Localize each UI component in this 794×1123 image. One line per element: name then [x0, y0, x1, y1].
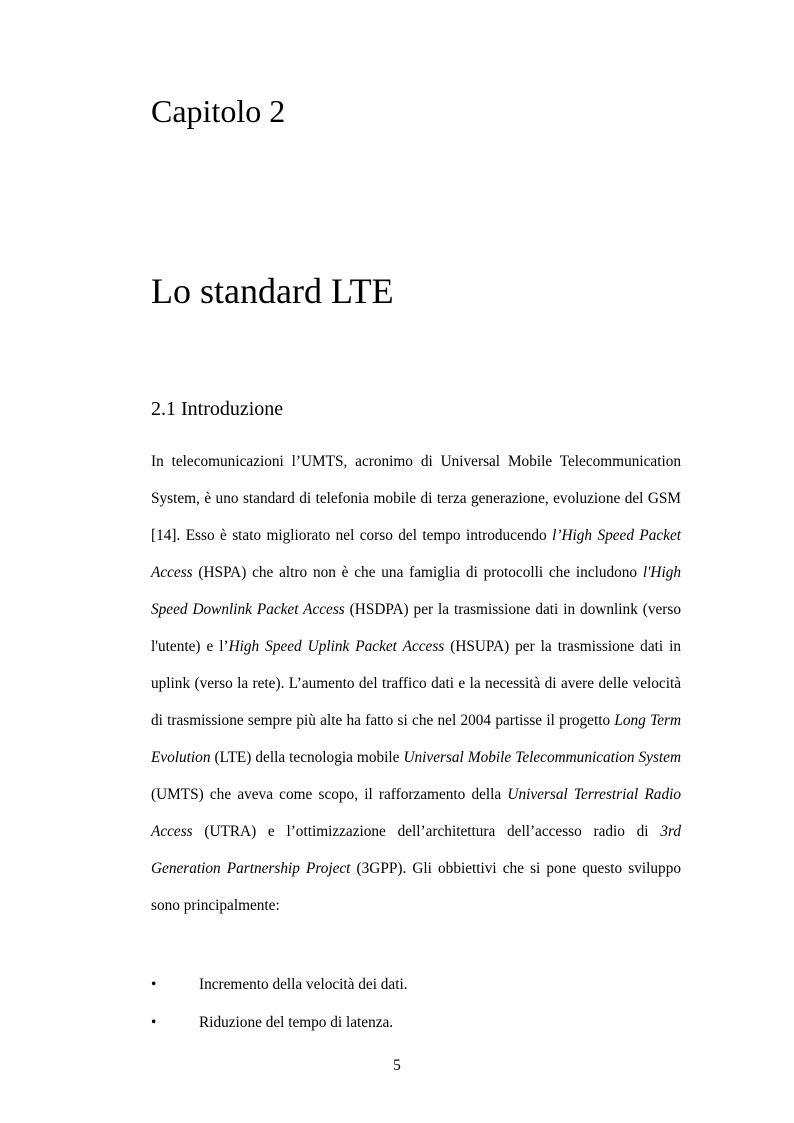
list-item-text: Incremento della velocità dei dati. [199, 976, 408, 993]
list-item-text: Riduzione del tempo di latenza. [199, 1014, 394, 1031]
text-run: In telecomunicazioni l’UMTS, acronimo di Universal Mobile Telecommunication System, è uno standard di telefonia mobile di terza generazione, evoluzione del GSM [14]. Esso è stato migliorato nel corso del tempo introducendo [151, 453, 681, 544]
text-run: (UMTS) che aveva come scopo, il rafforzamento della [151, 786, 508, 803]
objectives-list [151, 971, 681, 1047]
text-run: (HSUPA) per la trasmissione dati in uplink (verso la rete). L’aumento del traffico dati e la necessità di avere delle velocità di trasmissione sempre più alte ha fatto si che nel 2004 partisse il progetto [151, 638, 681, 729]
italic-term: l'High Speed Downlink Packet Access [151, 564, 681, 618]
italic-term: 3rd Generation Partnership Project [151, 823, 681, 877]
bullet-icon: • [151, 1014, 157, 1031]
italic-term: High Speed Uplink Packet Access [228, 638, 445, 655]
text-run: (3GPP). Gli obbiettivi che si pone questo sviluppo sono principalmente: [151, 860, 681, 914]
italic-term: l’High Speed Packet Access [151, 527, 681, 581]
list-item [151, 1009, 681, 1047]
text-run: (UTRA) e l’ottimizzazione dell’architettura dell’accesso radio di [192, 823, 661, 840]
page-number: 5 [393, 1057, 401, 1074]
section-heading: 2.1 Introduzione [151, 398, 284, 420]
bullet-icon: • [151, 976, 157, 993]
text-run: (LTE) della tecnologia mobile [210, 749, 404, 766]
chapter-title: Lo standard LTE [151, 271, 394, 311]
italic-term: Universal Terrestrial Radio Access [151, 786, 681, 840]
chapter-label: Capitolo 2 [151, 93, 286, 129]
list-item [151, 971, 681, 1009]
italic-term: Universal Mobile Telecommunication System [403, 749, 681, 766]
italic-term: Long Term Evolution [151, 712, 681, 766]
text-run: (HSDPA) per la trasmissione dati in downlink (verso l'utente) e l’ [151, 601, 682, 655]
intro-paragraph [151, 443, 681, 924]
text-run: (HSPA) che altro non è che una famiglia di protocolli che includono [192, 564, 643, 581]
